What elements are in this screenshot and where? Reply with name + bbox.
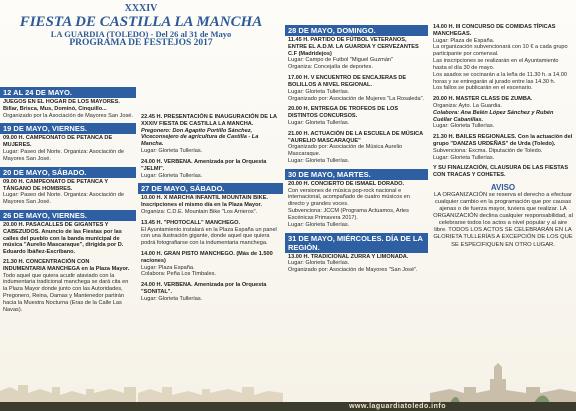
block-31-mayo <box>285 233 428 274</box>
block-12-24-mayo <box>0 87 136 119</box>
date-banner: 31 DE MAYO, MIÉRCOLES. DÍA DE LA REGIÓN. <box>285 233 428 253</box>
event-title: 13.45 H. "PHOTOCALL" MANCHEGO. <box>141 219 241 226</box>
event-place: Lugar: Campo de Futbol "Miguel Guzmán" <box>288 57 394 64</box>
event-trofeos <box>285 106 428 126</box>
event-verbena-jelmi <box>138 159 283 179</box>
event-detail: Colabora: Ana Belén López Sánchez y Rubén Cuéllar Cabanillas. <box>433 109 554 123</box>
village-skyline-left <box>0 369 136 403</box>
date-banner: 28 DE MAYO, DOMINGO. <box>285 25 428 36</box>
event-detail: Los fallos se publicarán en el escenario. <box>433 85 533 92</box>
event-title: 21.00 H. ACTUACIÓN DE LA ESCUELA DE MÚSICA "AURELIO MASCARAQUE" <box>288 130 423 144</box>
event-title: 14.00 H. III CONCURSO DE COMIDAS TÍPICAS MANCHEGAS. <box>433 24 556 37</box>
event-detail: La organización subvencionará con 10 € a cada grupo participante por comensal. <box>433 44 568 58</box>
event-detail: Con versiones de música pop-rock nacional e internacional, acompañado de cuatro músicos en directo y grandes voces. <box>288 187 410 208</box>
event-detail: Organizado por la Asociación de Mayores San José. <box>3 112 133 119</box>
event-comidas-tipicas <box>430 24 576 92</box>
event-detail: El Ayuntamiento instalará en la Plaza España un panel con una ilustración gigante, donde aquel que quiera podrá fotografiarse con la indumentaria manchega. <box>141 226 277 247</box>
program-subtitle: PROGRAMA DE FESTEJOS 2017 <box>69 38 213 49</box>
block-27-mayo <box>138 183 283 215</box>
event-clausura <box>430 165 576 179</box>
event-place: Lugar: Glorieta Tullerías. <box>141 295 203 302</box>
event-title: Y SU FINALIZACIÓN, CLAUSURA DE LAS FIESTAS CON TRACAS Y COHETES. <box>433 165 569 179</box>
aviso-title: AVISO <box>490 183 516 193</box>
block-26-mayo <box>0 210 136 314</box>
event-title: 13.00 H. TRADICIONAL ZURRA Y LIMONADA. <box>288 253 409 260</box>
event-title: 11.45 H. PARTIDO DE FÚTBOL VETERANOS, ENTRE EL A.D.M. LA GUARDIA Y CERVEZANTES C.F (Madridejos) <box>288 37 419 57</box>
event-detail: Subvenciona: Excma. Diputación de Toledo. <box>433 147 543 154</box>
event-detail: Organizado por: Asociación de Mayores "San José". <box>288 267 418 274</box>
event-pisto <box>138 251 283 278</box>
event-detail: Organizado por: Asociación de Música Aurelio Mascaraque. <box>288 144 403 158</box>
event-title: 22.45 H. PRESENTACIÓN E INAUGURACIÓN DE LA XXXIV FIESTA DE CASTILLA LA MANCHA. <box>141 114 277 127</box>
village-skyline-center <box>138 369 283 403</box>
event-place: Lugar: Glorieta Tullerías. <box>141 172 203 179</box>
column-4 <box>430 0 576 249</box>
block-20-mayo <box>0 167 136 206</box>
event-photocall <box>138 220 283 247</box>
event-encajeras <box>285 75 428 102</box>
event-detail: Subvenciona: JCCM (Programa Actuamos, Artes Escénicas Primavera 2017). <box>288 208 409 221</box>
event-title: 17.00 H. V ENCUENTRO DE ENCAJERAS DE BOLILLOS A NIVEL REGIONAL. <box>288 75 407 88</box>
event-title: JUEGOS EN EL HOGAR DE LOS MAYORES. Billar, Brisca, Mus, Dominó, Cinquillo... <box>3 99 120 112</box>
event-detail: Lugar: Paseo del Norte. Organiza: Asociación de Mayores San José. <box>3 192 124 206</box>
event-title: 09.00 H. CAMPEONATO DE PETANCA DE MUJERES. <box>3 135 113 149</box>
date-banner: 30 DE MAYO, MARTES. <box>285 169 428 180</box>
event-place: Lugar: Glorieta Tullerías. <box>288 221 350 228</box>
event-inauguracion <box>138 114 283 155</box>
event-zumba <box>430 96 576 130</box>
event-detail: Los asados se cocinarán a la leña de 11.30 h. a 14.00 horas y se entregarán al jurado entre las 14.30 h. <box>433 71 567 85</box>
block-19-mayo <box>0 123 136 162</box>
date-banner: 12 AL 24 DE MAYO. <box>0 87 136 98</box>
event-detail: Las inscripciones se realizarán en el Ayuntamiento hasta el día 30 de mayo. <box>433 58 559 71</box>
event-bailes-regionales <box>430 134 576 161</box>
event-title: 24.00 H. VERBENA. Amenizada por la Orquesta "JELMI". <box>141 158 267 172</box>
block-28-mayo <box>285 25 428 71</box>
event-place: Lugar: Glorieta Tullerías. <box>141 148 203 155</box>
event-title: 20.00 H. CONCIERTO DE ISMAEL DORADO. <box>288 180 405 187</box>
event-detail: Organiza: C.D.E. Mountain Bike "Los Arrieros". <box>141 208 258 215</box>
event-detail: Organiza: Concejalía de deportes. <box>288 64 373 71</box>
column-3 <box>285 0 428 278</box>
event-place: Lugar: Glorieta Tullerías. <box>288 119 350 126</box>
event-detail: Todo aquel que quiera acudir ataviado con la indumentaria tradicional manchega se dará cita en la Plaza Mayor donde junto con las Autoridades, Pregonero, Reina, Damas y Mantenedor partirán hacia la Muestra Nocturna (Eras de la Calle Las Navas). <box>3 272 129 313</box>
event-title: 21.30 H. BAILES REGIONALES. Con la actuación del grupo "DANZAS URDEÑAS" de Urda (Toledo). <box>433 134 573 147</box>
event-place: Lugar: Glorieta Tullerías. <box>433 154 495 161</box>
event-place: Lugar: Glorieta Tullerías. <box>288 158 350 164</box>
footer-url[interactable]: www.laguardiatoledo.info <box>349 403 446 410</box>
date-banner: 20 DE MAYO, SÁBADO. <box>0 167 136 178</box>
event-title: 09.00 H. CAMPEONATO DE PETANCA Y TÁNGANO DE HOMBRES. <box>3 178 108 192</box>
church-tower-skyline <box>430 359 576 403</box>
event-title: 20.00 H. MASTER CLASS DE ZUMBA. <box>433 96 533 103</box>
event-title: 14.00 H. GRAN PISTO MANCHEGO. (Más de 1.500 raciones) <box>141 251 273 264</box>
event-detail: Colabora: Peña Los Timbales. <box>141 271 216 278</box>
aviso-box <box>430 183 576 249</box>
event-detail: Pregonero: Don Agapito Portillo Sánchez, Viceconsejero de agricultura de Castilla - La Mancha. <box>141 127 259 148</box>
event-title: 21.30 H. CONCENTRACIÓN CON INDUMENTARIA MANCHEGA en la Plaza Mayor. <box>3 259 130 272</box>
place-dates: LA GUARDIA (TOLEDO) - Del 26 al 31 de Mayo <box>50 29 232 40</box>
event-place: Lugar: Glorieta Tullerías. <box>288 88 350 95</box>
event-detail: Lugar: Paseo del Norte. Organiza: Asociación de Mayores San José. <box>3 149 124 162</box>
event-escuela-musica <box>285 131 428 165</box>
event-title: 20.00 H. PASACALLES DE GIGANTES Y CABEZUDOS. Anuncio de las Fiestas por las calles del pueblo con la banda municipal de música "Aurelio Mascaraque", dirigida por D. Eduardo Ibáñez-Escribano. <box>3 221 124 256</box>
event-detail: Organiza: Ayto. La Guardia. <box>433 102 502 109</box>
edition-label: XXXIV <box>124 3 158 14</box>
festival-title: FIESTA DE CASTILLA LA MANCHA <box>19 13 263 30</box>
date-banner: 26 DE MAYO, VIERNES. <box>0 210 136 221</box>
event-title: 24.00 H. VERBENA. Amenizada por la Orquesta "SONITAL". <box>141 282 267 296</box>
event-place: Lugar: Plaza España. <box>141 264 195 271</box>
event-place: Lugar: Glorieta Tullerías. <box>433 123 495 130</box>
block-30-mayo <box>285 169 428 229</box>
event-detail: Organizado por: Asociación de Mujeres "La Rosaleda". <box>288 95 425 102</box>
event-title: 20.00 H. ENTREGA DE TROFEOS DE LOS DISTINTOS CONCURSOS. <box>288 106 399 120</box>
event-place: Lugar: Plaza de España. <box>433 37 495 44</box>
aviso-text: LA ORGANIZACIÓN se reserva el derecho a efectuar cualquier cambio en la programación que por causas ajenas o de fuerza mayor, tuviera que realizar. LA ORGANIZACIÓN declina cualquier responsabilidad, al celebrarse todos los actos a nivel popular y al aire libre. TODOS LOS ACTOS SE CELEBRARÁN EN LA GLORIETA TULLERÍAS A EXCEPCIÓN DE LOS QUE SE ESPECIFIQUEN EN OTRO LUGAR. <box>433 192 573 248</box>
event-place: Lugar: Glorieta Tullerías. <box>288 260 350 267</box>
event-title: 10.00 H. X MARCHA INFANTIL MOUNTAIN BIKE. Inscripciones el mismo día en la Plaza Mayor. <box>141 195 269 209</box>
date-banner: 27 DE MAYO, SÁBADO. <box>138 183 283 194</box>
event-verbena-sonital <box>138 282 283 302</box>
column-2 <box>138 0 283 307</box>
date-banner: 19 DE MAYO, VIERNES. <box>0 123 136 134</box>
footer-bar <box>0 402 576 411</box>
